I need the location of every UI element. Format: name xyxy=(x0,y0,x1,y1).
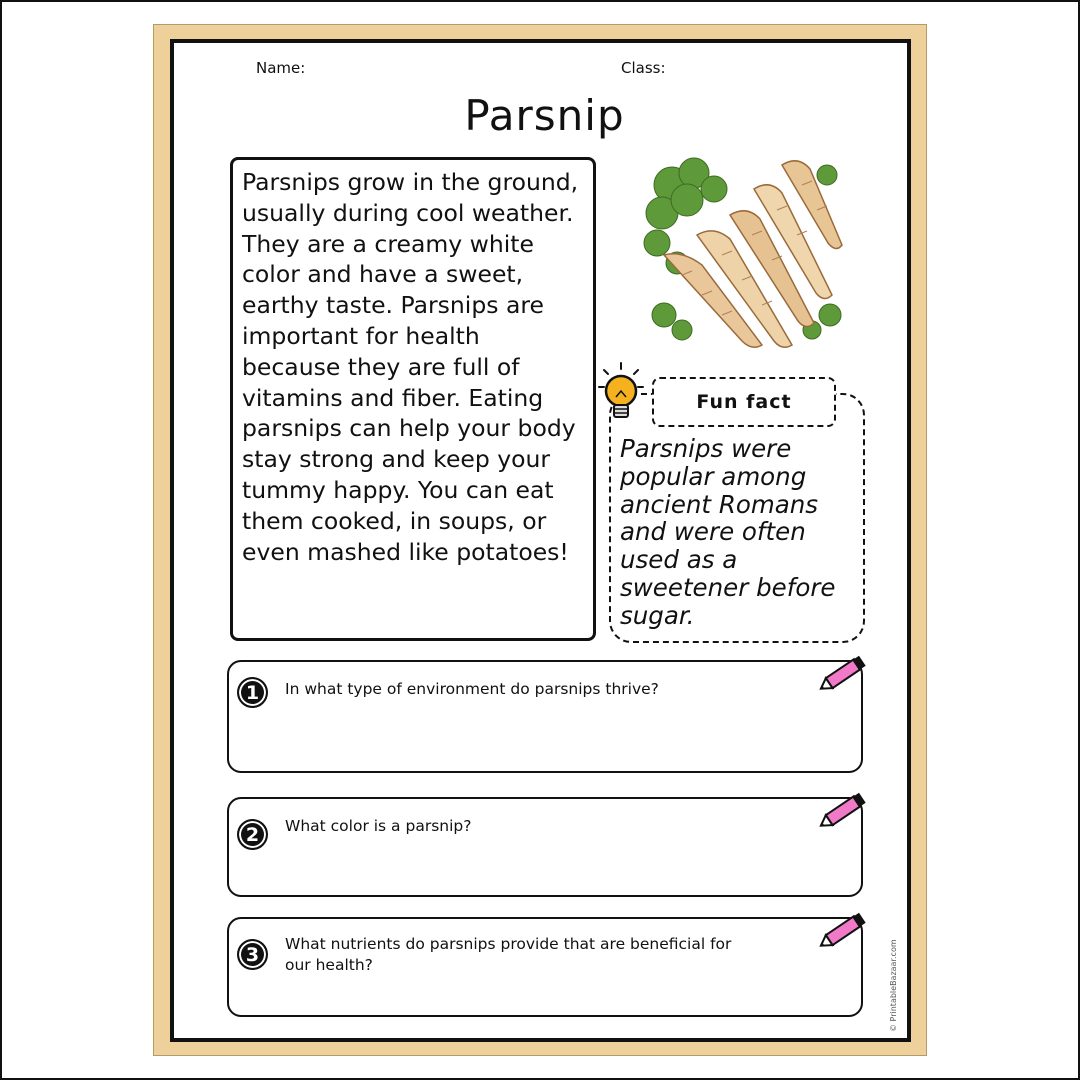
copyright-text: © PrintableBazaar.com xyxy=(889,939,898,1032)
pencil-icon xyxy=(815,652,871,698)
parsnip-illustration xyxy=(642,155,848,361)
question-box-1[interactable] xyxy=(227,660,863,773)
question-number-3: 3 xyxy=(237,939,268,970)
name-label: Name: xyxy=(256,59,306,77)
question-text-2: What color is a parsnip? xyxy=(285,817,472,835)
fun-fact-text: Parsnips were popular among ancient Romans and were often used as a sweetener before sugar. xyxy=(620,434,836,630)
question-text-3: What nutrients do parsnips provide that are beneficial for our health? xyxy=(285,935,732,974)
question-box-3[interactable] xyxy=(227,917,863,1017)
fun-fact-title: Fun fact xyxy=(652,377,836,427)
pencil-icon xyxy=(815,789,871,835)
worksheet xyxy=(170,39,911,1042)
lightbulb-icon xyxy=(598,361,644,427)
question-number-2: 2 xyxy=(237,819,268,850)
question-box-2[interactable] xyxy=(227,797,863,897)
reading-passage: Parsnips grow in the ground, usually during cool weather. They are a creamy white color and have a sweet, earthy taste. Parsnips are important for health because they are full of vitamins and fiber. Eating parsnips can help your body stay strong and keep your tummy happy. You can eat them cooked, in soups, or even mashed like potatoes! xyxy=(230,157,596,641)
page-title: Parsnip xyxy=(464,91,625,140)
class-label: Class: xyxy=(621,59,666,77)
question-number-1: 1 xyxy=(237,677,268,708)
question-text-1: In what type of environment do parsnips thrive? xyxy=(285,680,659,698)
pencil-icon xyxy=(815,909,871,955)
